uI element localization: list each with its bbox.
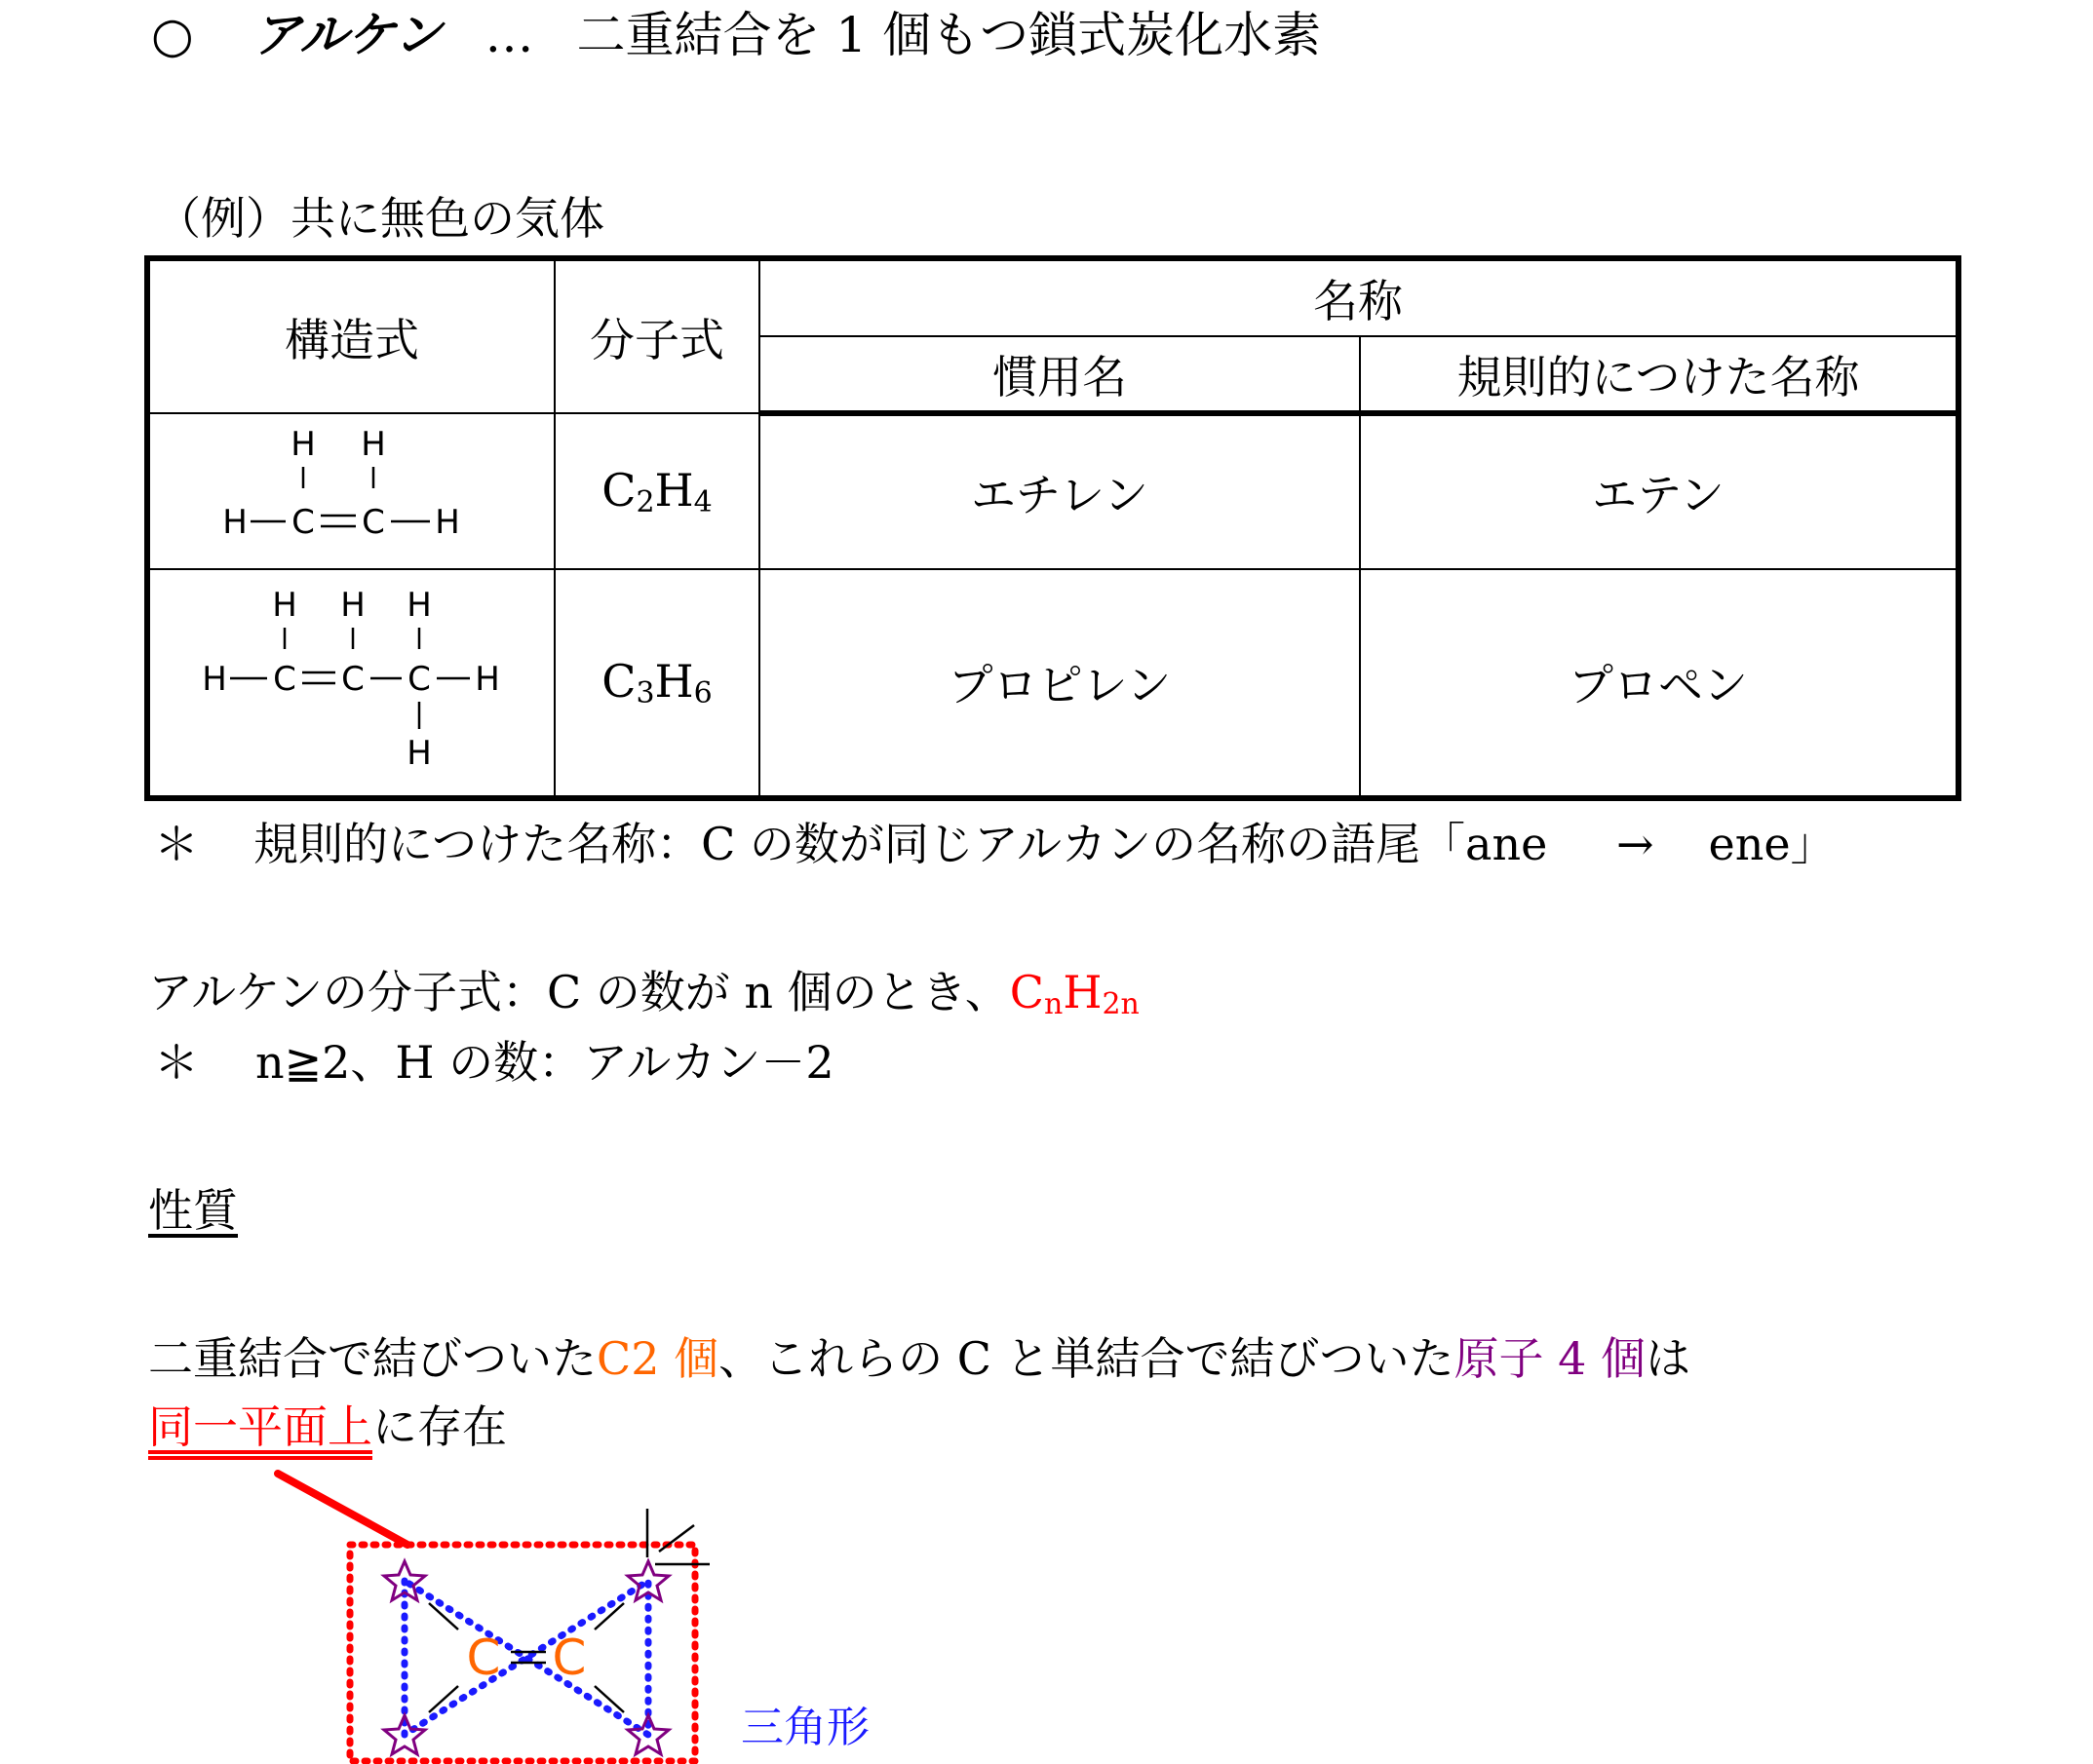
- naming-note: [154, 817, 1836, 871]
- header-systematic-name: 規則的につけた名称: [1360, 336, 1958, 414]
- ethylene-structural-formula: [206, 418, 498, 555]
- asterisk-icon: ＊: [154, 818, 199, 870]
- properties-heading: 性質: [148, 1184, 238, 1237]
- atom-h: H: [202, 659, 227, 699]
- formula-subscript: 6: [693, 675, 713, 710]
- atom-h: H: [407, 585, 432, 625]
- naming-note-end: ene」: [1708, 818, 1836, 870]
- n-condition-text: n≧2、H の数：アルカン－2: [255, 1036, 834, 1089]
- carbon-atom-right: C: [552, 1630, 587, 1686]
- heading-ellipsis: …: [484, 7, 534, 63]
- formula-element: H: [1063, 966, 1103, 1018]
- header-structure: 構造式: [147, 258, 555, 413]
- formula-subscript: n: [1044, 987, 1064, 1021]
- propylene-formula: [555, 569, 759, 798]
- atom-c: C: [273, 659, 296, 699]
- properties-line-1: [148, 1331, 1690, 1386]
- atom-h: H: [407, 733, 432, 773]
- atom-c: C: [341, 659, 365, 699]
- highlight-four-atoms: 原子 4 個: [1453, 1332, 1647, 1385]
- star-atoms: [384, 1561, 669, 1754]
- atom-h: H: [291, 424, 316, 464]
- highlight-c2: C2 個: [597, 1332, 719, 1385]
- ethene-systematic-name: エテン: [1360, 413, 1958, 568]
- same-plane-keyword: 同一平面上: [148, 1400, 372, 1453]
- ethylene-formula: [555, 413, 759, 568]
- propylene-common-name: プロピレン: [759, 569, 1360, 798]
- star-icon: [628, 1715, 669, 1754]
- alkene-examples-table: [144, 255, 1961, 801]
- formula-subscript: 2: [636, 484, 655, 519]
- star-icon: [628, 1561, 669, 1600]
- formula-element: C: [601, 463, 637, 517]
- example-caption: （例）共に無色の気体: [156, 192, 604, 245]
- text-segment: 、これらの C と単結合で結びついた: [718, 1332, 1454, 1385]
- ethylene-common-name: エチレン: [759, 413, 1360, 568]
- atom-c: C: [407, 659, 431, 699]
- header-name: 名称: [759, 258, 1958, 336]
- carbon-atom-left: C: [466, 1630, 501, 1686]
- general-formula: [1009, 966, 1140, 1021]
- header-molecular-formula: 分子式: [555, 258, 759, 413]
- single-bond: [429, 1603, 458, 1630]
- propylene-structural-formula: [191, 575, 513, 780]
- atom-c: C: [362, 502, 385, 542]
- n-condition-note: [154, 1035, 834, 1090]
- atom-h: H: [272, 585, 297, 625]
- formula-element: H: [654, 654, 694, 708]
- heading-definition: 二重結合を 1 個もつ鎖式炭化水素: [576, 7, 1322, 63]
- text-segment: 二重結合で結びついた: [148, 1332, 597, 1385]
- single-bond: [429, 1686, 458, 1712]
- formula-subscript: 4: [693, 484, 713, 519]
- right-arrow-icon: →: [1615, 818, 1654, 870]
- circle-bullet-icon: ○: [151, 7, 194, 63]
- formula-element: C: [601, 654, 637, 708]
- asterisk-icon: ＊: [154, 1036, 199, 1089]
- formula-element: C: [1009, 966, 1044, 1018]
- formula-subscript: 3: [636, 675, 655, 710]
- text-segment: に存在: [372, 1400, 507, 1453]
- formula-subscript: 2n: [1102, 987, 1140, 1021]
- star-icon: [384, 1715, 425, 1754]
- star-icon: [384, 1561, 425, 1600]
- atom-h: H: [361, 424, 386, 464]
- properties-line-2: [148, 1400, 507, 1454]
- atom-h: H: [340, 585, 366, 625]
- plane-box: [350, 1545, 695, 1761]
- triangle-label: 三角形: [741, 1703, 870, 1752]
- page-heading: [151, 6, 1321, 64]
- propene-systematic-name: プロペン: [1360, 569, 1958, 798]
- header-common-name: 慣用名: [759, 336, 1360, 414]
- heading-term: アルケン: [252, 7, 443, 63]
- atom-h: H: [475, 659, 500, 699]
- atom-c: C: [291, 502, 315, 542]
- formula-element: H: [654, 463, 694, 517]
- single-bond: [595, 1603, 624, 1630]
- text-segment: は: [1646, 1332, 1691, 1385]
- atom-h: H: [222, 502, 248, 542]
- atom-h: H: [435, 502, 460, 542]
- single-bond: [595, 1686, 624, 1712]
- axis-mark: [659, 1525, 694, 1552]
- propylene-structure-cell: [147, 569, 555, 798]
- triangle-outline: [405, 1581, 648, 1735]
- general-formula-prefix: アルケンの分子式：C の数が n 個のとき、: [148, 966, 1010, 1018]
- naming-note-text: 規則的につけた名称：C の数が同じアルカンの名称の語尾「ane: [253, 818, 1548, 870]
- general-formula-line: [148, 965, 1140, 1032]
- ethylene-structure-cell: [147, 413, 555, 568]
- pointer-line: [278, 1474, 407, 1545]
